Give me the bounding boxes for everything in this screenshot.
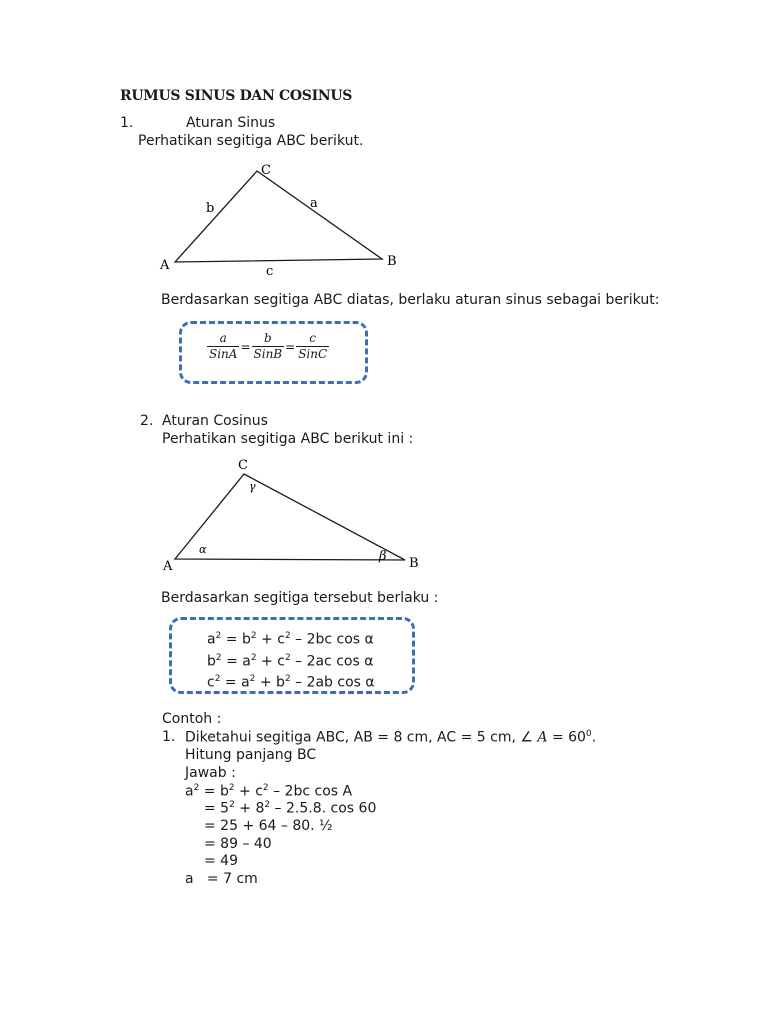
sine-rule-formula: $\frac{a}{\text{SinA}}$ = $\frac{b}{\text{SinB}}$ = $\frac{c}{\text{SinC}}$ [209, 331, 328, 361]
step-3: = 25 + 64 – 80. ½ [204, 818, 333, 834]
cosine-formula-a: $a^2 = b^2 + c^2 - 2bc$ cos α [207, 631, 374, 648]
triangle-diagram-1 [150, 155, 410, 285]
vertex-b-label: B [387, 254, 397, 269]
vertex-a2-label: A [163, 559, 173, 574]
cosine-formula-b: $b^2 = a^2 + c^2 - 2ac$ cos α [207, 652, 374, 670]
vertex-c2-label: C [238, 458, 248, 473]
section1-number: 1. [120, 115, 134, 131]
step-6: a = 7 cm [185, 871, 258, 887]
side-b-label: b [206, 201, 215, 216]
section2-intro: Perhatikan segitiga ABC berikut ini : [162, 431, 414, 447]
example-ask: Hitung panjang BC [185, 747, 317, 763]
section1-statement: Berdasarkan segitiga ABC diatas, berlaku aturan sinus sebagai berikut: [161, 292, 660, 308]
example-problem: Diketahui segitiga ABC, AB = 8 cm, AC = 5 cm, ∠ $A = 60^0$. [185, 729, 597, 746]
cosine-formula-c: $c^2 = a^2 + b^2 - 2ab$ cos α [207, 674, 375, 691]
triangle-shape-1 [175, 171, 382, 262]
beta-label: β [379, 549, 387, 564]
example-number: 1. [162, 729, 176, 745]
vertex-b2-label: B [409, 556, 419, 571]
example-heading: Contoh : [162, 711, 222, 727]
triangle-diagram-2 [155, 452, 425, 577]
section2-statement: Berdasarkan segitiga tersebut berlaku : [161, 590, 439, 606]
section2-heading: Aturan Cosinus [162, 413, 268, 429]
step-1: $a^2 = b^2 + c^2 - 2bc$ cos A [185, 783, 353, 800]
step-2: = $5^2 + 8^2 - 2.5.8$. cos 60 [204, 800, 377, 817]
step-5: = 49 [204, 853, 238, 869]
section2-number: 2. [140, 413, 154, 429]
cosine-rule-formulas [207, 627, 375, 692]
vertex-a-label: A [160, 258, 170, 273]
section1-intro: Perhatikan segitiga ABC berikut. [138, 133, 364, 149]
alpha-label: α [199, 543, 207, 556]
section1-heading: Aturan Sinus [186, 115, 276, 131]
side-a-label: a [310, 196, 318, 211]
page-title: RUMUS SINUS DAN COSINUS [120, 88, 353, 104]
triangle-shape-2 [175, 474, 405, 560]
side-c-label: c [266, 264, 274, 279]
example-answer-label: Jawab : [185, 765, 236, 781]
fraction-a: $\frac{a}{\text{SinA}}$ [209, 331, 238, 361]
step-4: = 89 – 40 [204, 836, 272, 852]
gamma-label: γ [249, 480, 256, 493]
fraction-b: $\frac{b}{\text{SinB}}$ [253, 331, 283, 361]
fraction-c: $\frac{c}{\text{SinC}}$ [298, 331, 328, 361]
vertex-c-label: C [261, 163, 271, 178]
